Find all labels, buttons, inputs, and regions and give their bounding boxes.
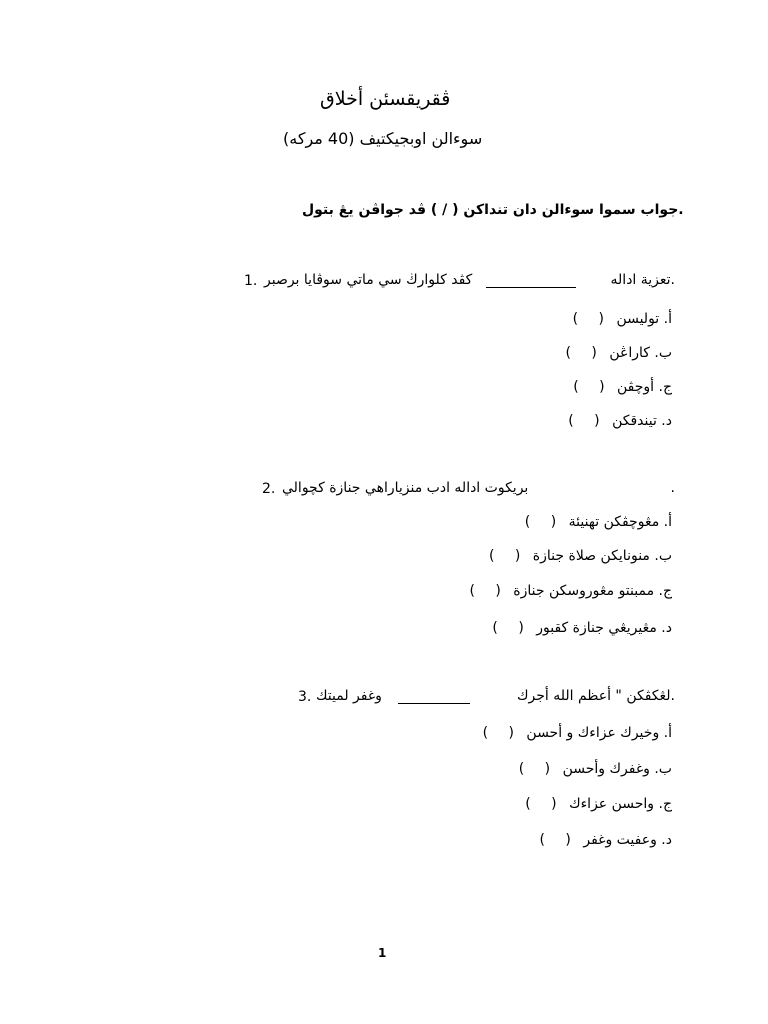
question-3-option-d[interactable]: [518, 832, 672, 848]
question-3-stem-right: .لڠكڤكن " أعظم الله أجرك: [516, 688, 675, 704]
option-label: أ. توليسن: [616, 311, 672, 327]
page-number: 1: [378, 946, 387, 960]
question-3-option-b[interactable]: [497, 761, 672, 777]
question-1-number: 1.: [244, 273, 258, 289]
option-label: أ. مڠوچڤكن تهنيئة: [568, 514, 672, 530]
answer-checkbox[interactable]: ( ): [565, 345, 605, 361]
option-label: د. تيندقكن: [612, 413, 672, 429]
question-2-stem-right: .: [670, 480, 675, 496]
answer-checkbox[interactable]: ( ): [492, 620, 532, 636]
page-subtitle: سوءالن اوبجيكتيف (40 مركه): [283, 129, 483, 148]
question-3-number: 3.: [298, 689, 312, 705]
question-1-stem-left: كڤد كلوارڬ سي ماتي سوڤايا برصبر: [264, 272, 473, 288]
question-3-stem-left: وغفر لميتك: [316, 688, 382, 704]
option-label: د. مڠيريڠي جنازة كقبور: [536, 620, 672, 636]
answer-checkbox[interactable]: ( ): [572, 311, 612, 327]
question-2-number: 2.: [262, 481, 276, 497]
question-1-option-c[interactable]: [551, 379, 672, 395]
option-label: ج. واحسن عزاءك: [569, 796, 672, 812]
question-2-option-b[interactable]: [467, 548, 672, 564]
instruction-text: .جواب سموا سوءالن دان تنداكن ( / ) ڤد جواڤن يڠ بتول: [302, 202, 684, 218]
question-3-blank: [398, 703, 470, 704]
option-label: ب. منونايكن صلاة جنازة: [532, 548, 672, 564]
answer-checkbox[interactable]: ( ): [525, 796, 565, 812]
question-1-blank: [486, 287, 576, 288]
option-label: ب. كاراڠن: [609, 345, 672, 361]
answer-checkbox[interactable]: ( ): [469, 583, 509, 599]
question-3-option-a[interactable]: [461, 725, 672, 741]
answer-checkbox[interactable]: ( ): [518, 761, 559, 777]
question-3-option-c[interactable]: [503, 796, 672, 812]
page-title: ڤقريقسئن أخلاق: [320, 88, 451, 110]
answer-checkbox[interactable]: ( ): [573, 379, 613, 395]
question-1-option-a[interactable]: [551, 311, 672, 327]
question-1-option-b[interactable]: [544, 345, 673, 361]
answer-checkbox[interactable]: ( ): [488, 548, 529, 564]
option-label: ب. وغفرك وأحسن: [562, 761, 672, 777]
question-2-option-d[interactable]: [470, 620, 672, 636]
option-label: ج. أوچڤن: [617, 379, 672, 395]
option-label: د. وعفيت وغفر: [583, 832, 672, 848]
question-2-stem-left: بريكوت اداله ادب منزياراهي جنازة كچوالي: [282, 480, 529, 496]
question-1-stem-right: .تعزية اداله: [610, 272, 675, 288]
answer-checkbox[interactable]: ( ): [482, 725, 522, 741]
option-label: أ. وخيرك عزاءك و أحسن: [526, 725, 672, 741]
option-label: ج. ممبنتو مڠوروسكن جنازة: [513, 583, 672, 599]
question-2-option-a[interactable]: [503, 514, 672, 530]
question-1-option-d[interactable]: [546, 413, 672, 429]
question-2-option-c[interactable]: [447, 583, 672, 599]
answer-checkbox[interactable]: ( ): [524, 514, 565, 530]
answer-checkbox[interactable]: ( ): [568, 413, 608, 429]
answer-checkbox[interactable]: ( ): [539, 832, 579, 848]
